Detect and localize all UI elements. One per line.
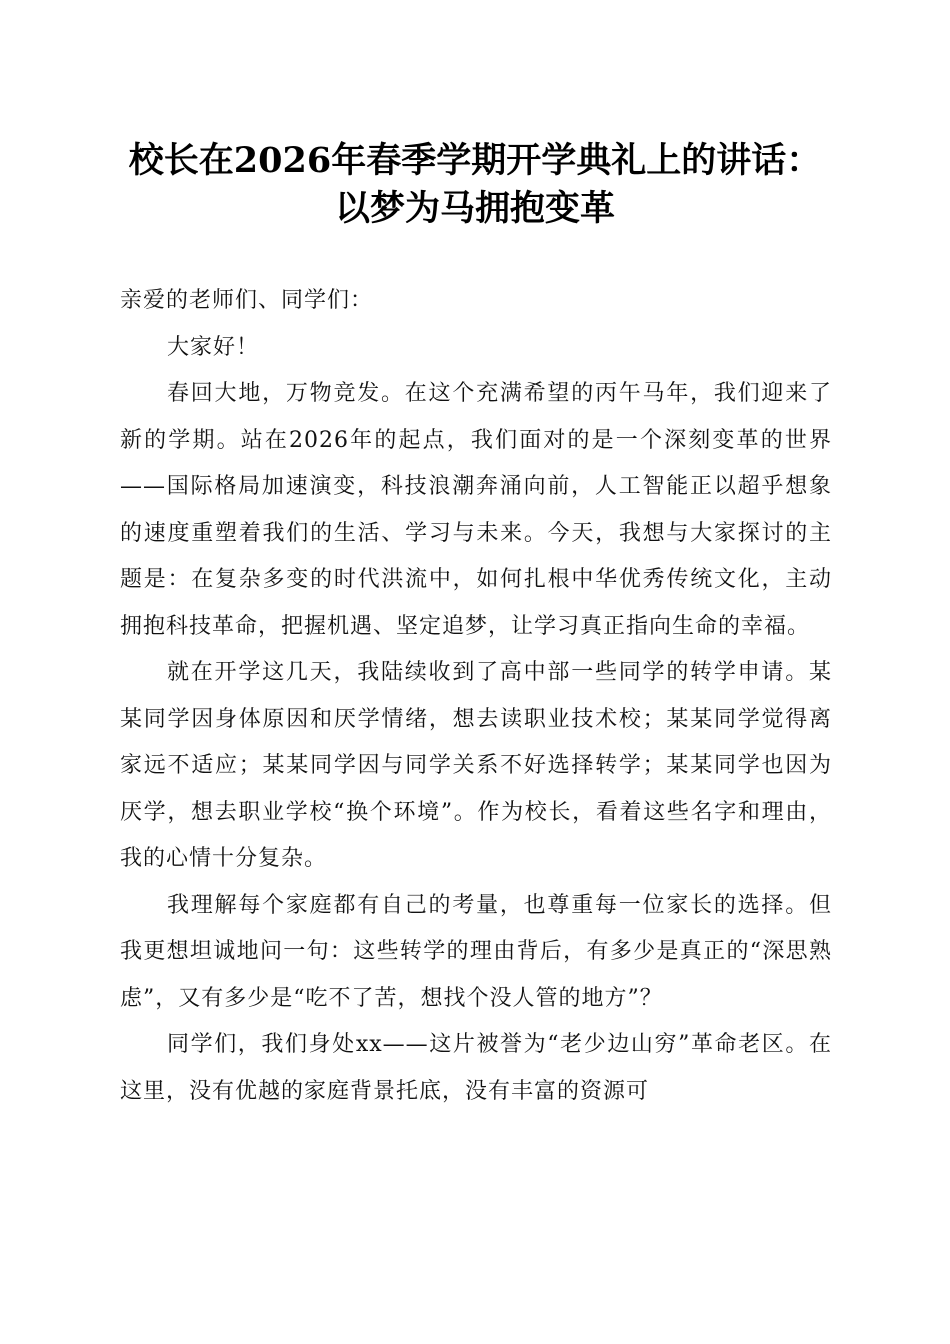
- paragraph-3: 我理解每个家庭都有自己的考量，也尊重每一位家长的选择。但我更想坦诚地问一句：这些转学的理由背后，有多少是真正的“深思熟虑”，又有多少是“吃不了苦，想找个没人管的地方”？: [120, 892, 832, 1011]
- document-body: [120, 278, 832, 1115]
- salutation: 亲爱的老师们、同学们：: [120, 288, 374, 313]
- paragraph-4: 同学们，我们身处xx——这片被誉为“老少边山穷”革命老区。在这里，没有优越的家庭背景托底，没有丰富的资源可: [120, 1032, 832, 1104]
- paragraph-2: 就在开学这几天，我陆续收到了高中部一些同学的转学申请。某某同学因身体原因和厌学情绪，想去读职业技术校；某某同学觉得离家远不适应；某某同学因与同学关系不好选择转学；某某同学也因为厌学，想去职业学校“换个环境”。作为校长，看着这些名字和理由，我的心情十分复杂。: [120, 660, 832, 871]
- paragraph-1: 春回大地，万物竞发。在这个充满希望的丙午马年，我们迎来了新的学期。站在2026年的起点，我们面对的是一个深刻变革的世界——国际格局加速演变，科技浪潮奔涌向前，人工智能正以超乎想象的速度重塑着我们的生活、学习与未来。今天，我想与大家探讨的主题是：在复杂多变的时代洪流中，如何扎根中华优秀传统文化，主动拥抱科技革命，把握机遇、坚定追梦，让学习真正指向生命的幸福。: [120, 381, 832, 639]
- document-title-line-2: 以梦为马拥抱变革: [334, 188, 615, 229]
- document-title-line-1: 校长在2026年春季学期开学典礼上的讲话：: [128, 140, 822, 181]
- greeting: 大家好！: [167, 334, 260, 360]
